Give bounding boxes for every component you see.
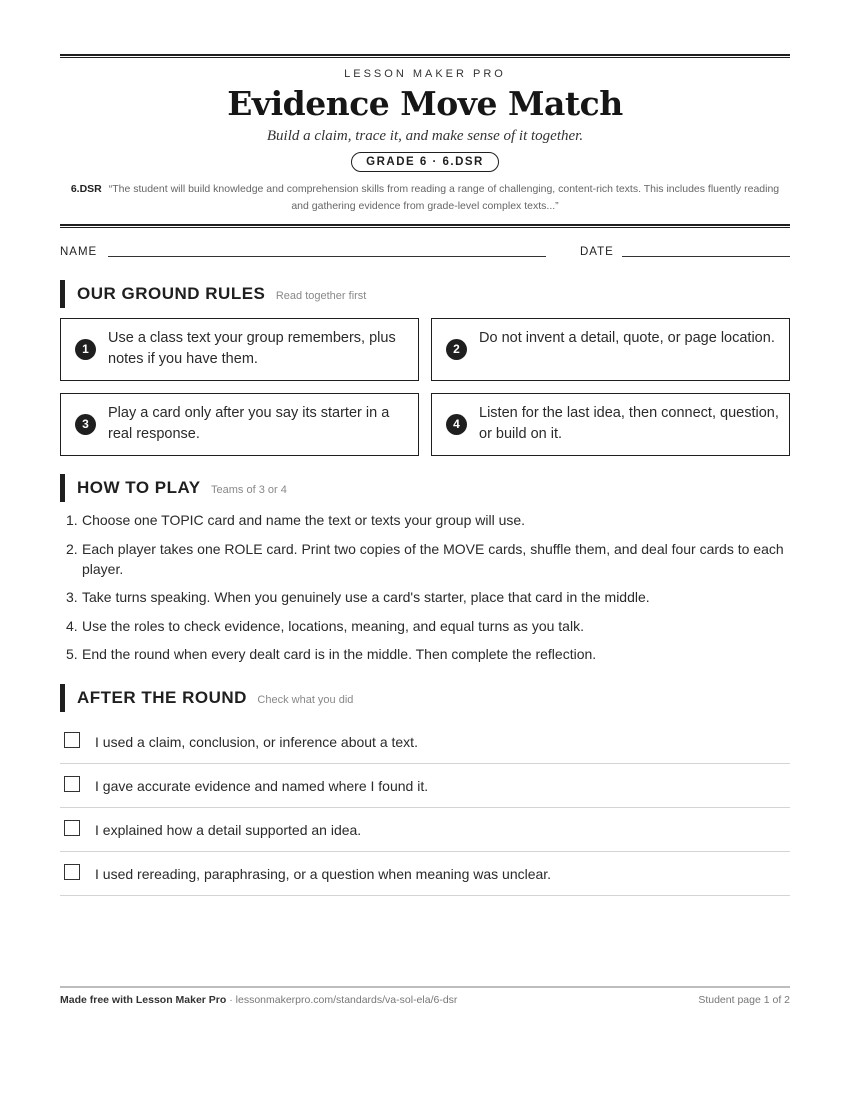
step-text: Choose one TOPIC card and name the text or texts your group will use. <box>82 512 526 528</box>
checkbox[interactable] <box>64 820 80 836</box>
step-number: 1. <box>66 512 78 528</box>
worksheet-page <box>60 0 790 1100</box>
checkbox[interactable] <box>64 732 80 748</box>
footer-page-number: Student page 1 of 2 <box>698 994 790 1006</box>
header-bottom-rule <box>60 224 790 228</box>
ground-rules-heading <box>60 280 366 308</box>
date-label: DATE <box>580 246 614 258</box>
step-number: 3. <box>66 589 78 605</box>
standard-code: 6.DSR <box>70 183 102 195</box>
checkbox[interactable] <box>64 864 80 880</box>
name-field[interactable] <box>108 256 546 257</box>
header-top-rule <box>60 54 790 58</box>
step-item <box>60 510 790 530</box>
step-number: 5. <box>66 646 78 662</box>
step-text: End the round when every dealt card is in the middle. Then complete the reflection. <box>82 646 597 662</box>
rule-text: Listen for the last idea, then connect, question, or build on it. <box>479 405 779 442</box>
footer-made-with: Made free with Lesson Maker Pro <box>60 994 227 1006</box>
ground-rule-card <box>60 393 419 456</box>
grade-badge: GRADE 6 · 6.DSR <box>351 152 499 172</box>
checklist-item <box>60 764 790 808</box>
page-subtitle: Build a claim, trace it, and make sense of it together. <box>266 128 584 144</box>
reflection-checklist <box>60 720 790 896</box>
rule-number-badge: 2 <box>446 339 467 360</box>
step-item <box>60 587 790 607</box>
checklist-text: I explained how a detail supported an idea. <box>95 822 362 838</box>
rule-text: Do not invent a detail, quote, or page location. <box>479 330 775 346</box>
ground-rule-card <box>431 318 790 381</box>
footer-credit <box>60 994 457 1006</box>
rule-number-badge: 4 <box>446 414 467 435</box>
how-to-play-heading <box>60 474 287 502</box>
how-to-play-steps <box>60 510 790 673</box>
footer-rule <box>60 986 790 988</box>
after-round-note: Check what you did <box>257 694 354 706</box>
step-number: 4. <box>66 617 78 634</box>
checklist-item <box>60 852 790 896</box>
checklist-text: I used rereading, paraphrasing, or a question when meaning was unclear. <box>95 866 552 882</box>
ground-rule-card <box>431 393 790 456</box>
footer-url[interactable]: lessonmakerpro.com/standards/va-sol-ela/6-dsr <box>235 994 458 1006</box>
ground-rules-note: Read together first <box>275 290 367 302</box>
grade-badge-wrap <box>60 152 790 172</box>
step-item <box>60 539 790 579</box>
footer-separator: · <box>226 994 236 1006</box>
brand-name: LESSON MAKER PRO <box>344 68 506 80</box>
name-date-row <box>60 246 790 260</box>
step-number: 2. <box>66 540 78 557</box>
step-text: Use the roles to check evidence, locations, meaning, and equal turns as you talk. <box>82 617 584 634</box>
how-to-play-note: Teams of 3 or 4 <box>211 484 287 496</box>
checklist-item <box>60 808 790 852</box>
step-item <box>60 644 790 664</box>
ground-rule-card <box>60 318 419 381</box>
rule-text: Use a class text your group remembers, plus notes if you have them. <box>108 330 396 367</box>
after-round-title: AFTER THE ROUND <box>77 688 247 707</box>
checkbox[interactable] <box>64 776 80 792</box>
rule-text: Play a card only after you say its starter in a real response. <box>108 405 390 442</box>
step-item <box>60 616 790 636</box>
after-round-heading <box>60 684 353 712</box>
checklist-text: I used a claim, conclusion, or inference about a text. <box>95 734 418 750</box>
rule-number-badge: 3 <box>75 414 96 435</box>
standard-description <box>70 181 780 215</box>
name-label: NAME <box>60 246 98 258</box>
date-field[interactable] <box>622 256 790 257</box>
step-text: Each player takes one ROLE card. Print two copies of the MOVE cards, shuffle them, and deal four cards to each player. <box>82 540 784 577</box>
checklist-text: I gave accurate evidence and named where I found it. <box>95 778 429 794</box>
standard-text: “The student will build knowledge and comprehension skills from reading a range of challenging, content-rich texts. This includes fluently reading and gathering evidence from grade-level complex texts...” <box>108 183 780 212</box>
checklist-item <box>60 720 790 764</box>
step-text: Take turns speaking. When you genuinely use a card's starter, place that card in the middle. <box>82 589 650 605</box>
ground-rules-title: OUR GROUND RULES <box>77 284 266 303</box>
page-title: Evidence Move Match <box>227 84 623 123</box>
how-to-play-title: HOW TO PLAY <box>77 478 201 497</box>
rule-number-badge: 1 <box>75 339 96 360</box>
